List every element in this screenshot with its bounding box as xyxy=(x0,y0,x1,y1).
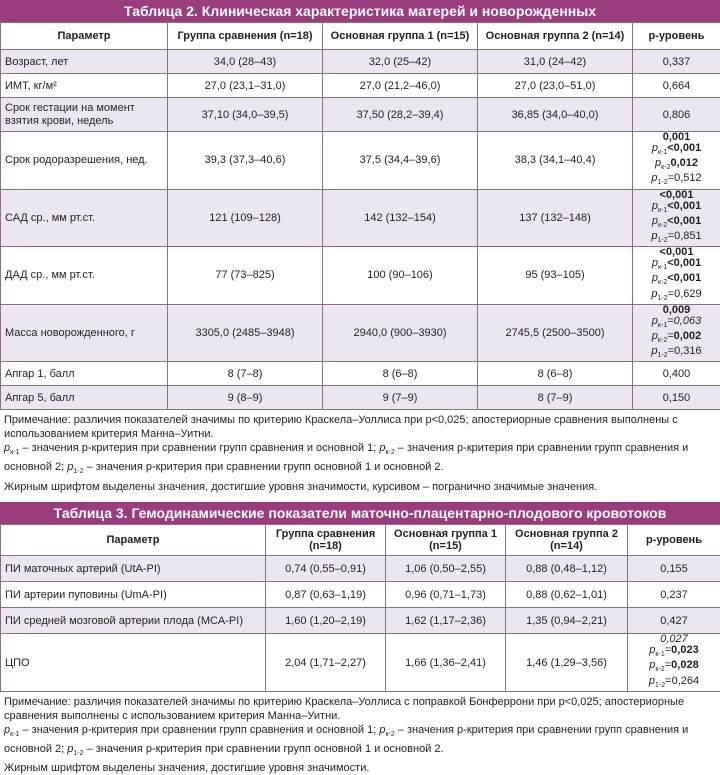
row-p-value-block: <0,001 $p_{к-1}<0,001$ $p_{к-2}<0,001$ $p_{1-2}=0,629$ xyxy=(633,247,720,305)
row-value-main-2: 8 (6–8) xyxy=(478,362,633,386)
p-k1: <0,001 xyxy=(667,200,701,212)
row-p-value: 0,155 xyxy=(628,556,720,582)
p-12: 0,851 xyxy=(674,230,702,242)
p-k2: 0,028 xyxy=(671,659,699,671)
p-k2: <0,001 xyxy=(667,272,701,284)
row-value-comparison: 2,04 (1,71–2,27) xyxy=(266,634,386,692)
row-param: Возраст, лет xyxy=(1,50,168,74)
row-value-main-1: 1,66 (1,36–2,41) xyxy=(386,634,506,692)
row-p-value: 0,150 xyxy=(633,386,720,410)
p-k1: 0,063 xyxy=(674,315,702,327)
table-2-footnote xyxy=(0,410,720,493)
row-value-main-1: 1,06 (0,50–2,55) xyxy=(386,556,506,582)
row-value-main-2: 31,0 (24–42) xyxy=(478,50,633,74)
header-group-main-1: Основная группа 1 (n=15) xyxy=(323,23,478,50)
row-value-main-2: 38,3 (34,1–40,4) xyxy=(478,132,633,190)
table-row xyxy=(1,362,720,386)
p-k2: 0,002 xyxy=(674,330,702,342)
p-12: 0,629 xyxy=(674,288,702,300)
table-row xyxy=(1,132,720,190)
row-value-comparison: 9 (8–9) xyxy=(168,386,323,410)
row-param: ПИ артерии пуповины (UmA-PI) xyxy=(1,582,266,608)
row-value-comparison: 37,10 (34,0–39,5) xyxy=(168,98,323,132)
row-value-main-2: 27,0 (23,0–51,0) xyxy=(478,74,633,98)
row-value-comparison: 3305,0 (2485–3948) xyxy=(168,304,323,362)
footnote-line: Жирным шрифтом выделены значения, достигшие уровня значимости. xyxy=(4,761,716,775)
header-group-comparison: Группа сравнения (n=18) xyxy=(266,525,386,556)
row-value-main-1: 1,62 (1,17–2,36) xyxy=(386,608,506,634)
row-value-main-2: 137 (132–148) xyxy=(478,189,633,247)
row-value-main-1: 32,0 (25–42) xyxy=(323,50,478,74)
row-value-comparison: 27,0 (23,1–31,0) xyxy=(168,74,323,98)
row-p-value-block: 0,009 $p_{к-1}=0,063$ $p_{к-2}=0,002$ $p_{1-2}=0,316$ xyxy=(633,304,720,362)
footnote-line: $p_{к-1}$ – значения p-критерия при сравнении групп сравнения и основной 1; $p_{к-2}$ – значения p-критерия при сравнении групп сравнения и основной 2; $p_{1-2}$ – значения p-критерия при сравнении групп основной 1 и основной 2. xyxy=(4,723,716,761)
row-value-main-2: 0,88 (0,48–1,12) xyxy=(506,556,628,582)
p-12: 0,316 xyxy=(674,345,702,357)
row-value-main-1: 27,0 (21,2–46,0) xyxy=(323,74,478,98)
row-value-main-2: 1,35 (0,94–2,21) xyxy=(506,608,628,634)
table-row xyxy=(1,556,720,582)
p-overall: 0,009 xyxy=(663,304,691,316)
row-value-main-2: 1,46 (1,29–3,56) xyxy=(506,634,628,692)
row-value-main-2: 95 (93–105) xyxy=(478,247,633,305)
p-12: 0,512 xyxy=(674,172,702,184)
p-overall: 0,027 xyxy=(660,633,688,645)
footnote-line: Примечание: различия показателей значимы по критерию Краскела–Уоллиса при p<0,025; апостериорные сравнения выполнены с использованием критерия Манна–Уитни. xyxy=(4,413,716,441)
row-p-value-block: <0,001 $p_{к-1}<0,001$ $p_{к-2}<0,001$ $p_{1-2}=0,851$ xyxy=(633,189,720,247)
row-param: ПИ средней мозговой артерии плода (MCA-PI) xyxy=(1,608,266,634)
header-group-comparison: Группа сравнения (n=18) xyxy=(168,23,323,50)
p-overall: <0,001 xyxy=(660,246,694,258)
table-2-title: Таблица 2. Клиническая характеристика матерей и новорожденных xyxy=(0,0,720,22)
row-p-value: 0,237 xyxy=(628,582,720,608)
row-value-main-2: 2745,5 (2500–3500) xyxy=(478,304,633,362)
table-row xyxy=(1,50,720,74)
row-value-main-1: 100 (90–106) xyxy=(323,247,478,305)
p-overall: <0,001 xyxy=(660,189,694,201)
row-value-main-1: 142 (132–154) xyxy=(323,189,478,247)
p-k1: <0,001 xyxy=(667,257,701,269)
row-value-comparison: 0,87 (0,63–1,19) xyxy=(266,582,386,608)
p-k1: <0,001 xyxy=(667,142,701,154)
table-row xyxy=(1,634,720,692)
table-3-footnote xyxy=(0,692,720,775)
footnote-line: Примечание: различия показателей значимы по критерию Краскела–Уоллиса с поправкой Бонферрони при p<0,025; апостериорные сравнения выполнены с использованием критерия Манна–Уитни. xyxy=(4,695,716,723)
header-group-main-1: Основная группа 1 (n=15) xyxy=(386,525,506,556)
p-k1: 0,023 xyxy=(671,644,699,656)
table-row xyxy=(1,189,720,247)
row-value-comparison: 77 (73–825) xyxy=(168,247,323,305)
row-value-main-1: 8 (6–8) xyxy=(323,362,478,386)
row-value-comparison: 0,74 (0,55–0,91) xyxy=(266,556,386,582)
table-3-title: Таблица 3. Гемодинамические показатели маточно-плацентарно-плодового кровотоков xyxy=(0,502,720,524)
p-overall: 0,001 xyxy=(663,131,691,143)
row-p-value-block: 0,027 $p_{к-1}=0,023$ $p_{к-2}=0,028$ $p_{1-2}=0,264$ xyxy=(628,634,720,692)
header-parameter: Параметр xyxy=(1,23,168,50)
header-parameter: Параметр xyxy=(1,525,266,556)
table-row xyxy=(1,386,720,410)
row-p-value: 0,664 xyxy=(633,74,720,98)
row-value-main-1: 2940,0 (900–3930) xyxy=(323,304,478,362)
row-param: Срок родоразрешения, нед. xyxy=(1,132,168,190)
row-value-main-2: 0,88 (0,62–1,01) xyxy=(506,582,628,608)
header-p-level: p-уровень xyxy=(633,23,720,50)
header-group-main-2: Основная группа 2 (n=14) xyxy=(478,23,633,50)
row-value-main-1: 0,96 (0,71–1,73) xyxy=(386,582,506,608)
row-param: Апгар 1, балл xyxy=(1,362,168,386)
row-p-value: 0,806 xyxy=(633,98,720,132)
p-k2: 0,012 xyxy=(670,157,698,169)
row-value-main-2: 8 (7–9) xyxy=(478,386,633,410)
table-row xyxy=(1,247,720,305)
footnote-line: Жирным шрифтом выделены значения, достигшие уровня значимости, курсивом – погранично значимые значения. xyxy=(4,480,716,494)
header-p-level: p-уровень xyxy=(628,525,720,556)
row-value-comparison: 121 (109–128) xyxy=(168,189,323,247)
row-p-value: 0,427 xyxy=(628,608,720,634)
row-param: ИМТ, кг/м² xyxy=(1,74,168,98)
table-row xyxy=(1,98,720,132)
table-row xyxy=(1,74,720,98)
row-param: Апгар 5, балл xyxy=(1,386,168,410)
footnote-line: $p_{к-1}$ – значения p-критерия при сравнении групп сравнения и основной 1; $p_{к-2}$ – значения p-критерия при сравнении групп сравнения и основной 2; $p_{1-2}$ – значения p-критерия при сравнении групп основной 1 и основной 2. xyxy=(4,441,716,479)
table-2-grid xyxy=(0,22,720,410)
table-row xyxy=(1,582,720,608)
row-value-comparison: 39,3 (37,3–40,6) xyxy=(168,132,323,190)
row-param: ЦПО xyxy=(1,634,266,692)
row-value-main-1: 37,5 (34,4–39,6) xyxy=(323,132,478,190)
row-value-main-2: 36,85 (34,0–40,0) xyxy=(478,98,633,132)
row-param: ДАД ср., мм рт.ст. xyxy=(1,247,168,305)
row-param: Масса новорожденного, г xyxy=(1,304,168,362)
p-12: 0,264 xyxy=(672,675,700,687)
row-param: Срок гестации на момент взятия крови, недель xyxy=(1,98,168,132)
row-value-main-1: 9 (7–9) xyxy=(323,386,478,410)
header-group-main-2: Основная группа 2 (n=14) xyxy=(506,525,628,556)
table-header-row xyxy=(1,23,720,50)
row-p-value-block: 0,001 $p_{к-1}<0,001$ $p_{к-2}0,012$ $p_{1-2}=0,512$ xyxy=(633,132,720,190)
table-3 xyxy=(0,502,720,775)
row-param: САД ср., мм рт.ст. xyxy=(1,189,168,247)
table-row xyxy=(1,608,720,634)
row-param: ПИ маточных артерий (UtA-PI) xyxy=(1,556,266,582)
row-value-comparison: 1,60 (1,20–2,19) xyxy=(266,608,386,634)
table-row xyxy=(1,304,720,362)
row-value-comparison: 34,0 (28–43) xyxy=(168,50,323,74)
row-p-value: 0,337 xyxy=(633,50,720,74)
table-3-grid xyxy=(0,524,720,692)
table-header-row xyxy=(1,525,720,556)
row-p-value: 0,400 xyxy=(633,362,720,386)
row-value-comparison: 8 (7–8) xyxy=(168,362,323,386)
row-value-main-1: 37,50 (28,2–39,4) xyxy=(323,98,478,132)
p-k2: <0,001 xyxy=(667,215,701,227)
